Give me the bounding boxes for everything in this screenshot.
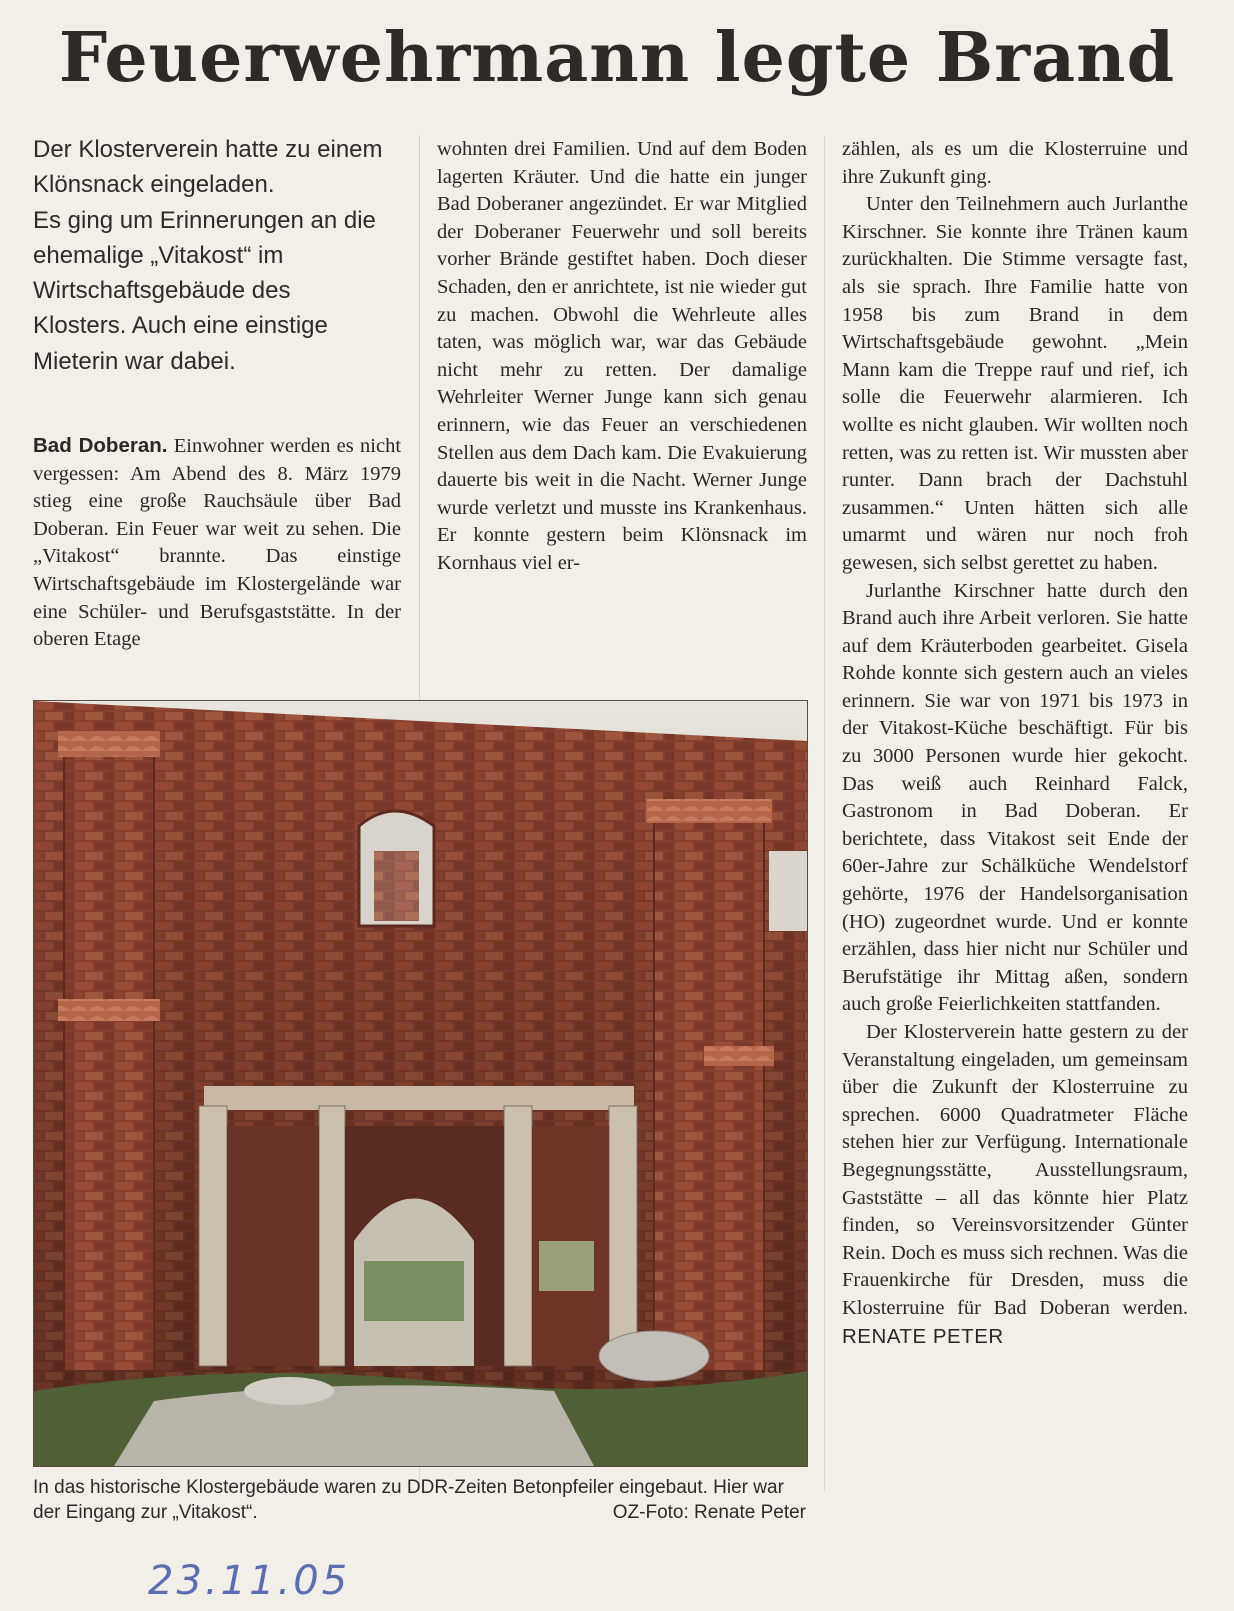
article-column-1	[33, 432, 401, 654]
column-text: wohnten drei Familien. Und auf dem Boden lagerten Kräuter. Und die hatte ein junger Bad Doberaner angezündet. Er war Mitglied der Doberaner Feuerwehr und soll bereits vorher Brände gestiftet haben. Doch dieser Schaden, den er anrichtete, ist nie wieder gut zu machen. Obwohl die Wehrleute alles taten, was möglich war, war das Gebäude nicht mehr zu retten. Der damalige Wehrleiter Werner Junge kann sich genau erinnern, wie das Feuer an verschiedenen Stellen aus dem Dach kam. Die Evakuierung dauerte bis weit in die Nacht. Werner Junge wurde verletzt und musste ins Krankenhaus. Er konnte gestern beim Klönsnack im Kornhaus viel er-	[437, 138, 807, 574]
article-photo	[33, 700, 808, 1467]
paragraph: Unter den Teilnehmern auch Jurlanthe Kirschner. Sie konnte ihre Tränen kaum zurückhalten. Die Stimme versagte fast, als sie sprach. Ihre Familie hatte von 1958 bis zum Brand in dem Wirtschaftsgebäude gewohnt. „Mein Mann kam die Treppe rauf und rief, ich solle die Feuerwehr alarmieren. Ich wollte es nicht glauben. Wir wollten noch retten, was zu retten ist. Wir mussten aber runter. Dann brach der Dachstuhl zusammen.“ Unten hätten sich alle umarmt und wären nur noch froh gewesen, sich selbst gerettet zu haben.	[842, 193, 1188, 574]
caption-text: In das historische Klostergebäude waren zu DDR-Zeiten Betonpfeiler eingebaut. Hier war der Eingang zur „Vitakost“.	[33, 1477, 784, 1523]
paragraph: Jurlanthe Kirschner hatte durch den Brand auch ihre Arbeit verloren. Sie hatte auf dem Kräuterboden gearbeitet. Gisela Rohde konnte sich gestern auch an vieles erinnern. Sie war von 1971 bis 1973 in der Vitakost-Küche beschäftigt. Für bis zu 3000 Personen wurde hier gekocht. Das weiß auch Reinhard Falck, Gastronom in Bad Doberan. Er berichtete, dass Vitakost seit Ende der 60er-Jahre zur Schälküche Wendelstorf gehörte, 1976 der Handelsorganisation (HO) zugeordnet wurde. Und er konnte erzählen, dass hier nicht nur Schüler und Berufstätige ihr Mittag aßen, sondern auch große Feierlichkeiten stattfanden.	[842, 579, 1188, 1016]
article-column-3	[842, 136, 1188, 1351]
intro-text	[33, 132, 383, 379]
paragraph: zählen, als es um die Klosterruine und ihre Zukunft ging.	[842, 138, 1188, 188]
paragraph: Der Klosterverein hatte gestern zu der Veranstaltung eingeladen, um gemeinsam über die Zukunft der Klosterruine zu sprechen. 6000 Quadratmeter Fläche stehen hier zur Verfügung. Internationale Begegnungsstätte, Ausstellungsraum, Gaststätte – all das könnte hier Platz finden, so Vereinsvorsitzender Günter Rein. Doch es muss sich rechnen. Was die Frauenkirche für Dresden, muss die Klosterruine für Bad Doberan werden. RENATE PETER	[842, 1021, 1188, 1348]
column-text: Einwohner werden es nicht vergessen: Am Abend des 8. März 1979 stieg eine große Rauchsäule über Bad Doberan. Ein Feuer war weit zu sehen. Die „Vitakost“ brannte. Das einstige Wirtschaftsgebäude im Klostergelände war eine Schüler- und Berufsgaststätte. In der oberen Etage	[33, 435, 402, 651]
photo-credit: OZ-Foto: Renate Peter	[612, 1502, 806, 1523]
dateline: Bad Doberan.	[33, 434, 168, 457]
photo-caption	[33, 1475, 806, 1525]
headline: Feuerwehrmann legte Brand	[58, 18, 1176, 98]
author-byline: RENATE PETER	[842, 1324, 1004, 1348]
handwritten-date: 23.11.05	[148, 1558, 351, 1604]
intro-sentence: Es ging um Erinnerungen an die ehemalige „Vitakost“ im Wirtschaftsgebäude des Klosters. Auch eine einstige Mieterin war dabei.	[33, 206, 376, 375]
brick-ruin-photo	[34, 701, 807, 1466]
article-column-2	[437, 136, 807, 578]
column-rule	[824, 135, 825, 1491]
intro-sentence: Der Klosterverein hatte zu einem Klönsnack eingeladen.	[33, 136, 383, 199]
